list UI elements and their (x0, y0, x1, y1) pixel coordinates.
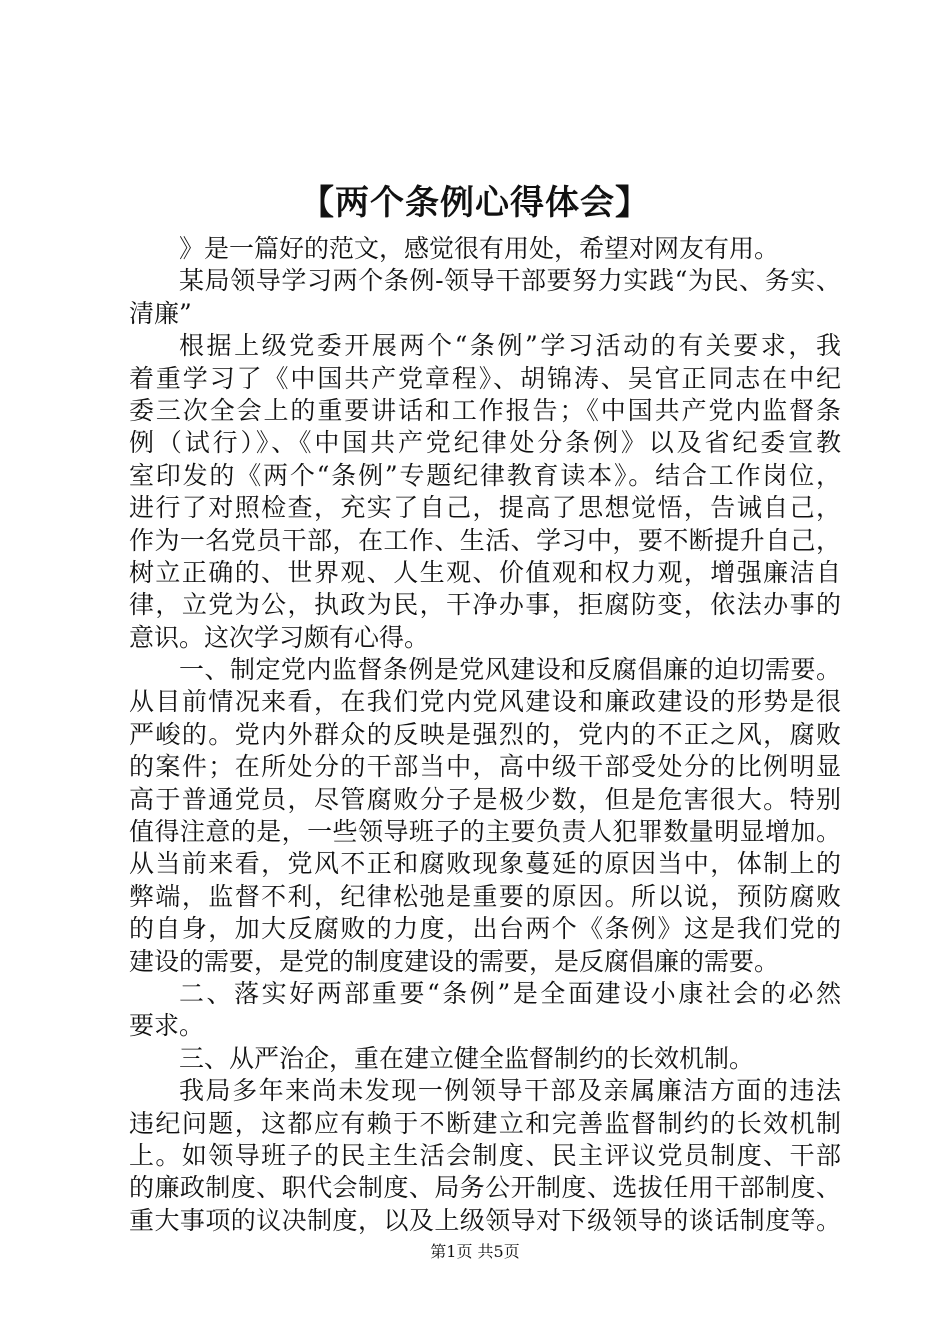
body-line: 的廉政制度、职代会制度、局务公开制度、选拔任用干部制度、 (129, 1173, 841, 1203)
body-line: 根据上级党委开展两个“条例”学习活动的有关要求，我 (179, 331, 841, 361)
body-line: 违纪问题，这都应有赖于不断建立和完善监督制约的长效机制 (129, 1108, 841, 1138)
body-line: 律，立党为公，执政为民，干净办事，拒腐防变，依法办事的 (129, 590, 841, 620)
body-line: 高于普通党员，尽管腐败分子是极少数，但是危害很大。特别 (129, 784, 841, 814)
body-line: 委三次全会上的重要讲话和工作报告；《中国共产党内监督条 (129, 395, 841, 425)
body-line: 重大事项的议决制度，以及上级领导对下级领导的谈话制度等。 (129, 1205, 841, 1235)
body-line: 树立正确的、世界观、人生观、价值观和权力观，增强廉洁自 (129, 557, 841, 587)
body-line: 严峻的。党内外群众的反映是强烈的，党内的不正之风，腐败 (129, 719, 841, 749)
body-line: 二、落实好两部重要“条例”是全面建设小康社会的必然 (179, 978, 841, 1008)
body-line: 进行了对照检查，充实了自己，提高了思想觉悟，告诫自己， (129, 493, 841, 523)
body-line: 弊端，监督不利，纪律松弛是重要的原因。所以说，预防腐败 (129, 881, 841, 911)
body-line: 三、从严治企，重在建立健全监督制约的长效机制。 (179, 1043, 755, 1073)
body-line: 》是一篇好的范文，感觉很有用处，希望对网友有用。 (179, 234, 780, 263)
body-line: 值得注意的是，一些领导班子的主要负责人犯罪数量明显增加。 (129, 817, 841, 847)
body-line: 作为一名党员干部，在工作、生活、学习中，要不断提升自己， (129, 525, 841, 555)
body-line: 一、制定党内监督条例是党风建设和反腐倡廉的迫切需要。 (179, 655, 841, 685)
body-line: 建设的需要，是党的制度建设的需要，是反腐倡廉的需要。 (129, 946, 780, 976)
body-line: 着重学习了《中国共产党章程》、胡锦涛、吴官正同志在中纪 (129, 363, 841, 393)
body-line: 要求。 (129, 1011, 205, 1041)
body-line: 室印发的《两个“条例”专题纪律教育读本》。结合工作岗位， (129, 460, 841, 490)
body-line: 从当前来看，党风不正和腐败现象蔓延的原因当中，体制上的 (129, 849, 841, 879)
body-line: 清廉” (129, 298, 192, 328)
body-line: 上。如领导班子的民主生活会制度、民主评议党员制度、干部 (129, 1140, 841, 1170)
body-line: 某局领导学习两个条例-领导干部要努力实践“为民、务实、 (179, 266, 841, 296)
document-title: 【两个条例心得体会】 (300, 183, 650, 223)
body-line: 从目前情况来看，在我们党内党风建设和廉政建设的形势是很 (129, 687, 841, 717)
body-line: 我局多年来尚未发现一例领导干部及亲属廉洁方面的违法 (179, 1076, 841, 1106)
body-line: 例（试行）》、《中国共产党纪律处分条例》以及省纪委宣教 (129, 428, 841, 458)
body-line: 的案件；在所处分的干部当中，高中级干部受处分的比例明显 (129, 752, 841, 782)
document-body (129, 233, 841, 1237)
body-line: 意识。这次学习颇有心得。 (129, 622, 430, 652)
body-line: 的自身，加大反腐败的力度，出台两个《条例》这是我们党的 (129, 914, 841, 944)
page-footer: 第1页 共5页 (430, 1242, 520, 1261)
